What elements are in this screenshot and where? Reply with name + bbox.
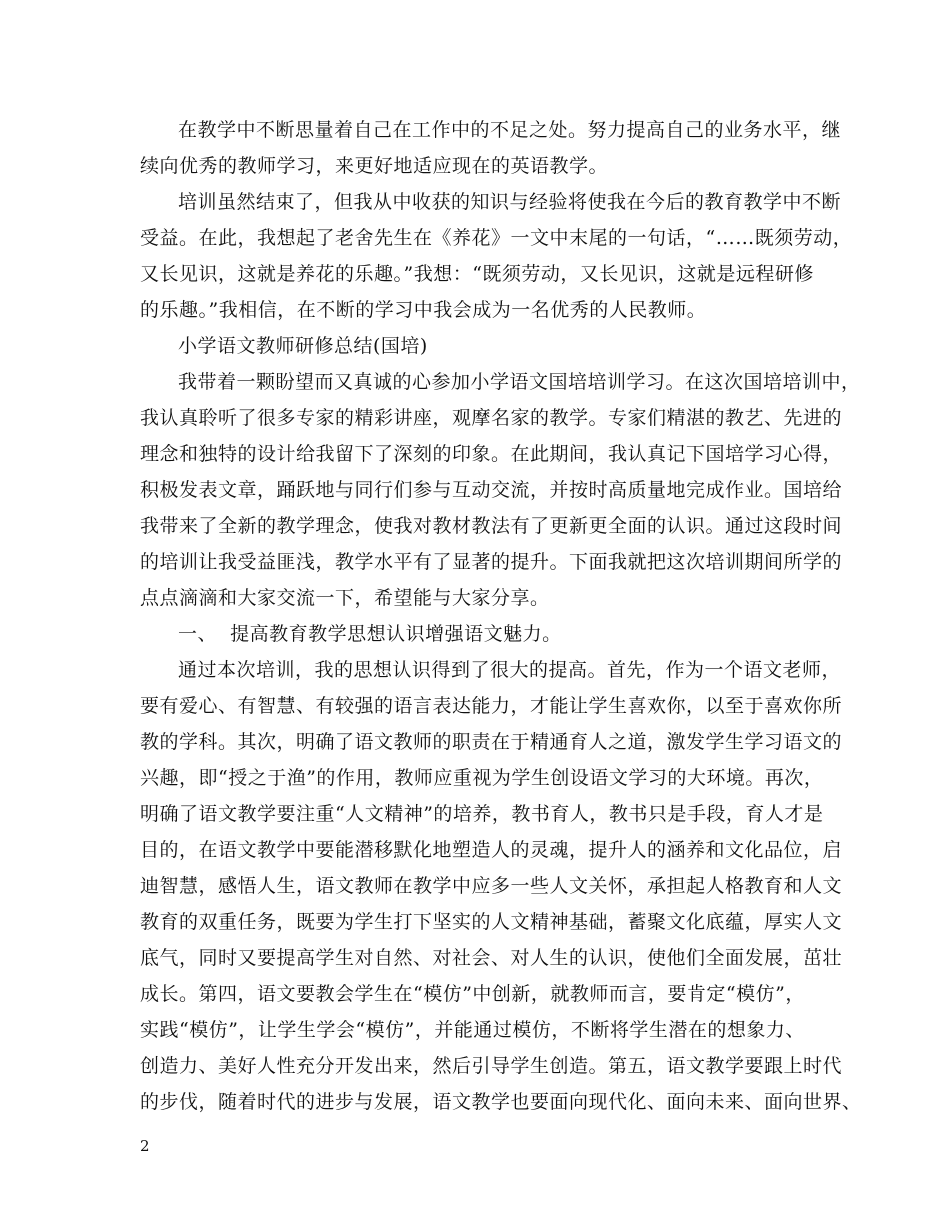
text-line: 我认真聆听了很多专家的精彩讲座，观摩名家的教学。专家们精湛的教艺、先进的 bbox=[140, 407, 843, 429]
text-line: 点点滴滴和大家交流一下，希望能与大家分享。 bbox=[140, 587, 550, 609]
text-line: 培训虽然结束了，但我从中收获的知识与经验将使我在今后的教育教学中不断 bbox=[178, 191, 842, 213]
numbered-heading: 一、 提高教育教学思想认识增强语文魅力。 bbox=[178, 623, 562, 645]
text-line: 的乐趣。”我相信，在不断的学习中我会成为一名优秀的人民教师。 bbox=[140, 299, 707, 321]
text-line: 通过本次培训，我的思想认识得到了很大的提高。首先，作为一个语文老师， bbox=[178, 659, 842, 681]
text-line: 受益。在此，我想起了老舍先生在《养花》一文中末尾的一句话，“……既须劳动， bbox=[140, 227, 853, 249]
section-heading: 小学语文教师研修总结(国培) bbox=[178, 335, 428, 357]
text-line: 教的学科。其次，明确了语文教师的职责在于精通育人之道，激发学生学习语文的 bbox=[140, 731, 843, 753]
text-line: 底气，同时又要提高学生对自然、对社会、对人生的认识，使他们全面发展，茁壮 bbox=[140, 947, 843, 969]
text-line: 迪智慧，感悟人生，语文教师在教学中应多一些人文关怀，承担起人格教育和人文 bbox=[140, 875, 843, 897]
text-line: 积极发表文章，踊跃地与同行们参与互动交流，并按时高质量地完成作业。国培给 bbox=[140, 479, 843, 501]
text-line: 续向优秀的教师学习，来更好地适应现在的英语教学。 bbox=[140, 155, 609, 177]
text-line: 要有爱心、有智慧、有较强的语言表达能力，才能让学生喜欢你，以至于喜欢你所 bbox=[140, 695, 843, 717]
text-line: 在教学中不断思量着自己在工作中的不足之处。努力提高自己的业务水平，继 bbox=[178, 119, 842, 141]
text-line: 成长。第四，语文要教会学生在“模仿”中创新，就教师而言，要肯定“模仿”， bbox=[140, 983, 805, 1005]
text-line: 理念和独特的设计给我留下了深刻的印象。在此期间，我认真记下国培学习心得， bbox=[140, 443, 843, 465]
text-line: 兴趣，即“授之于渔”的作用，教师应重视为学生创设语文学习的大环境。再次， bbox=[140, 767, 824, 789]
text-line: 明确了语文教学要注重“人文精神”的培养，教书育人，教书只是手段，育人才是 bbox=[140, 803, 824, 825]
text-line: 又长见识，这就是养花的乐趣。”我想：“既须劳动，又长见识，这就是远程研修 bbox=[140, 263, 814, 285]
text-line: 创造力、美好人性充分开发出来，然后引导学生创造。第五，语文教学要跟上时代 bbox=[140, 1055, 843, 1077]
text-line: 实践“模仿”，让学生学会“模仿”，并能通过模仿，不断将学生潜在的想象力、 bbox=[140, 1019, 805, 1041]
page-number: 2 bbox=[140, 1137, 150, 1155]
text-line: 的步伐，随着时代的进步与发展，语文教学也要面向现代化、面向未来、面向世界、 bbox=[140, 1091, 862, 1113]
text-line: 教育的双重任务，既要为学生打下坚实的人文精神基础，蓄聚文化底蕴，厚实人文 bbox=[140, 911, 843, 933]
text-line: 我带来了全新的教学理念，使我对教材教法有了更新更全面的认识。通过这段时间 bbox=[140, 515, 843, 537]
text-line: 目的，在语文教学中要能潜移默化地塑造人的灵魂，提升人的涵养和文化品位，启 bbox=[140, 839, 843, 861]
text-line: 的培训让我受益匪浅，教学水平有了显著的提升。下面我就把这次培训期间所学的 bbox=[140, 551, 843, 573]
text-line: 我带着一颗盼望而又真诚的心参加小学语文国培培训学习。在这次国培培训中， bbox=[178, 371, 861, 393]
